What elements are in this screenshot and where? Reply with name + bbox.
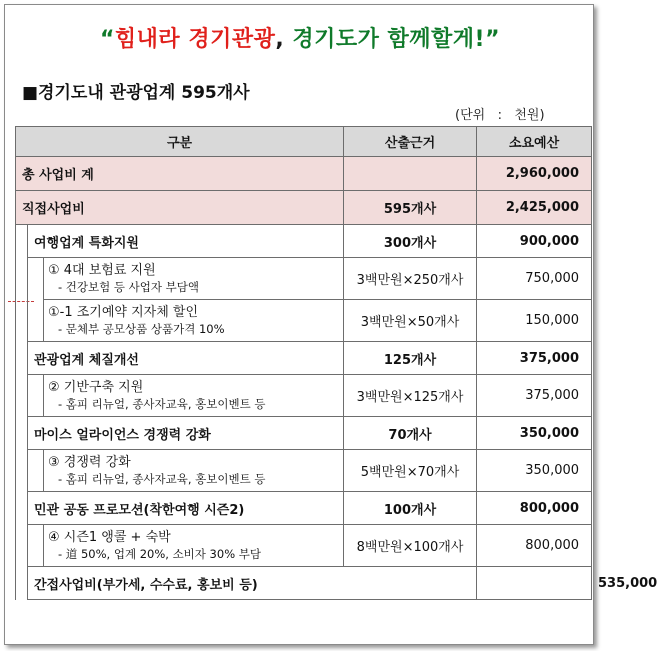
direct-amount: 2,425,000 <box>477 191 592 225</box>
total-amount: 2,960,000 <box>477 157 592 191</box>
sub-indent-promo <box>28 525 44 567</box>
header-budget: 소요예산 <box>477 127 592 157</box>
direct-basis: 595개사 <box>344 191 477 225</box>
table-row-group-promo <box>16 492 592 525</box>
table-header-row <box>16 127 592 157</box>
table-row-direct <box>16 191 592 225</box>
promo-amount: 800,000 <box>477 492 592 525</box>
table-row-item <box>16 375 592 417</box>
table-row-item <box>16 525 592 567</box>
item-detail: - 건강보험 등 사업자 부담액 <box>58 280 199 294</box>
item-desc <box>44 525 344 567</box>
item-amount: 800,000 <box>477 525 592 567</box>
unit-label: (단위 : 천원) <box>455 108 545 123</box>
promo-label: 민관 공동 프로모션(착한여행 시즌2) <box>28 492 344 525</box>
item-desc <box>44 375 344 417</box>
item-detail: - 道 50%, 업계 20%, 소비자 30% 부담 <box>58 547 261 561</box>
mice-basis: 70개사 <box>344 417 477 450</box>
item-desc <box>44 300 344 342</box>
tourism-label: 관광업계 체질개선 <box>28 342 344 375</box>
mice-amount: 350,000 <box>477 417 592 450</box>
item-title: ① 4대 보험료 지원 <box>48 263 156 278</box>
headline-part2: 경기도가 함께할게! <box>292 27 486 52</box>
item-detail: - 홈피 리뉴얼, 종사자교육, 홍보이벤트 등 <box>58 472 266 486</box>
tourism-amount: 375,000 <box>477 342 592 375</box>
item-title: ③ 경쟁력 강화 <box>48 455 131 470</box>
table-row-group-travel <box>16 225 592 258</box>
table-row-total <box>16 157 592 191</box>
table-row-item <box>16 300 592 342</box>
section-subtitle: ■경기도내 관광업계 595개사 <box>22 83 250 103</box>
item-basis: 8백만원×100개사 <box>344 525 477 567</box>
table-row-item <box>16 258 592 300</box>
headline-open-quote: “ <box>99 27 115 52</box>
header-category: 구분 <box>16 127 344 157</box>
item-detail: - 문체부 공모상품 상품가격 10% <box>58 322 225 336</box>
sub-indent-mice <box>28 450 44 492</box>
indirect-label: 간접사업비(부가세, 수수료, 홍보비 등) <box>28 567 477 600</box>
mice-label: 마이스 얼라이언스 경쟁력 강화 <box>28 417 344 450</box>
table-row-indirect: 간접사업비(부가세, 수수료, 홍보비 등) 535,000 <box>16 567 592 600</box>
travel-label: 여행업계 특화지원 <box>28 225 344 258</box>
header-basis: 산출근거 <box>344 127 477 157</box>
headline-part1: 힘내라 경기관광 <box>114 27 276 52</box>
table-row-item <box>16 450 592 492</box>
item-detail: - 홈피 리뉴얼, 종사자교육, 홍보이벤트 등 <box>58 397 266 411</box>
direct-label: 직접사업비 <box>16 191 344 225</box>
item-amount: 750,000 <box>477 258 592 300</box>
indent-spacer <box>16 225 28 600</box>
table-row-group-mice <box>16 417 592 450</box>
item-title: ② 기반구축 지원 <box>48 380 144 395</box>
sub-indent-travel <box>28 258 44 342</box>
table-row-group-tourism <box>16 342 592 375</box>
item-basis: 3백만원×250개사 <box>344 258 477 300</box>
budget-table <box>15 126 657 600</box>
item-amount: 375,000 <box>477 375 592 417</box>
total-label: 총 사업비 계 <box>16 157 344 191</box>
item-title: ④ 시즌1 앵콜 + 숙박 <box>48 530 171 545</box>
promo-basis: 100개사 <box>344 492 477 525</box>
item-basis: 3백만원×125개사 <box>344 375 477 417</box>
item-title: ①-1 조기예약 지자체 할인 <box>48 305 199 320</box>
indirect-basis <box>477 567 592 600</box>
tourism-basis: 125개사 <box>344 342 477 375</box>
travel-basis: 300개사 <box>344 225 477 258</box>
headline-comma: , <box>275 27 285 52</box>
item-basis: 3백만원×50개사 <box>344 300 477 342</box>
item-amount: 350,000 <box>477 450 592 492</box>
headline <box>0 22 600 53</box>
item-desc <box>44 258 344 300</box>
headline-close-quote: ” <box>485 27 501 52</box>
sub-indent-tourism <box>28 375 44 417</box>
item-desc <box>44 450 344 492</box>
total-basis <box>344 157 477 191</box>
item-basis: 5백만원×70개사 <box>344 450 477 492</box>
item-amount: 150,000 <box>477 300 592 342</box>
travel-amount: 900,000 <box>477 225 592 258</box>
